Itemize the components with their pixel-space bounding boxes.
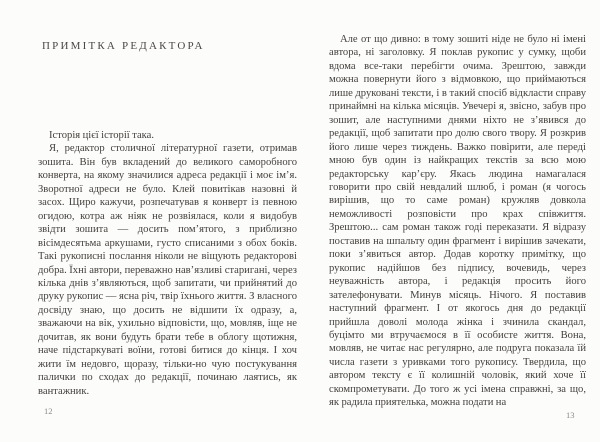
page-number-left: 12 xyxy=(44,406,53,416)
left-page xyxy=(38,40,297,398)
paragraph: Але от що дивно: в тому зошиті ніде не було ні імені автора, ні заголовку. Я поклав рукопис у сумку, щоби вдома все-таки перебігти очима. Зрештою, завжди можна повернути його з відмовкою, що приймаються лише друковані тексти, і в такий спосіб відкласти справу принаймні на кілька місяців. Увечері я, звісно, забув про зошит, але наступними днями ніхто не з’явився до редакції, щоб запитати про долю свого твору. Я розкрив його лише через тиждень. Важко повірити, але переді мною був один із найкращих текстів за всю мою редакторську кар’єру. Якась людина намагалася говорити про свій невдалий шлюб, і роман (я чогось вирішив, що то саме роман) кружляв довкола неможливості розповісти про крах співжиття. Зрештою... сам роман також годі переказати. Я відразу поставив на шпальту один фрагмент і вирішив зачекати, поки з’явиться автор. Додав коротку примітку, що рукопис надійшов без підпису, вочевидь, через неуважність автора, і редакція просить його зателефонувати. Минув місяць. Нічого. Я поставив наступний фрагмент. І от якогось дня до редакції прийшла доволі молода жінка і зчинила скандал, буцімто ми втручаємося в її особисте життя. Вона, мовляв, не читає нас регулярно, але подруга показала їй числа газети з уривками того рукопису. Твердила, що автором тексту є її колишній чоловік, який хоче її скомпрометувати. До того ж усі імена справжні, за що, як радила приятелька, можна подати на xyxy=(329,34,586,409)
page-number-right: 13 xyxy=(566,410,575,420)
paragraph-opening: Історія цієї історії така. xyxy=(49,130,154,141)
chapter-title: ПРИМІТКА РЕДАКТОРА xyxy=(42,40,205,52)
left-page-text xyxy=(38,129,297,398)
right-page-text xyxy=(329,33,586,410)
paragraph: Я, редактор столичної літературної газети, отримав зошита. Він був вкладений до великого саморобного конверта, на якому значилися адреса редакції і моє ім’я. Зворотної адреси не було. Клей повитікав назовні й засох. Щиро кажучи, розпечатував я конверт із певною огидою, котра аж ніяк не розвіялася, коли я видобув звідти зошита — досить пом’ятого, з приблизно вісімдесятьма аркушами, густо списаними з обох боків. Такі рукописні послання ніколи не віщують редакторові добра. Їхні автори, переважно нав’язливі старигані, через кілька днів з’являються, щоб запитати, чи прийнятий до друку рукопис — ясна річ, твір їхнього життя. З власного досвіду знаю, що досить не відшити їх одразу, а, зважаючи на вік, ухильно відповісти, що, мовляв, іще не дочитав, як вони будуть брати тебе в облогу щотижня, наче підстаркуваті воїни, готові битися до кінця. І хоч жити їм недовго, щоразу, тільки-но чую постукування палички по сходах до редакції, починаю лаятись, як вантажник. xyxy=(38,143,297,397)
right-page xyxy=(329,33,586,410)
